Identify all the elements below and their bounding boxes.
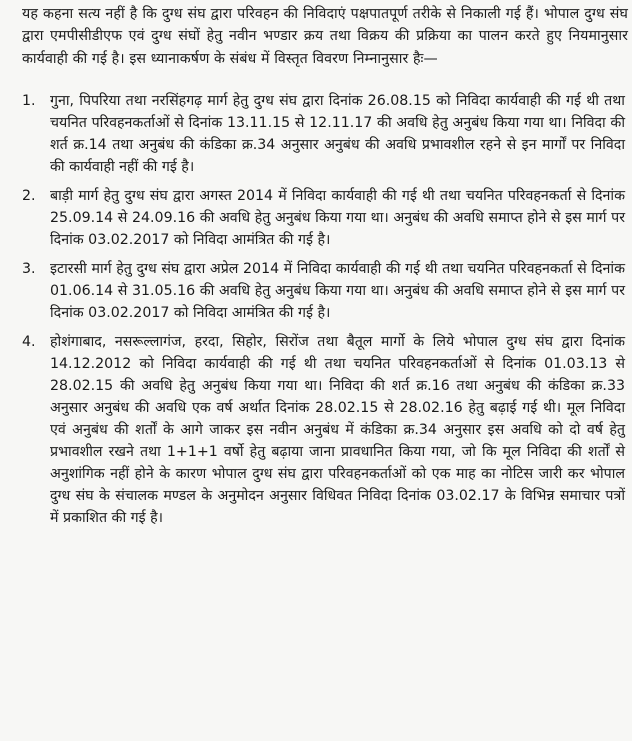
list-item [22, 185, 628, 251]
list-item-number: 1. [22, 92, 36, 109]
intro-paragraph: यह कहना सत्य नहीं है कि दुग्ध संघ द्वारा परिवहन की निविदाएं पक्षपातपूर्ण तरीके से निकाली गई हैं। भोपाल दुग्ध संघ द्वारा एमपीसीडीएफ एवं दुग्ध संघों हेतु नवीन भण्डार क्रय तथा विक्रय की प्रक्रिया का पालन करते हुए नियमानुसार कार्यवाही की गई है। इस ध्यानाकर्षण के संबंध में विस्तृत विवरण निम्नानुसार हैः— [22, 6, 628, 67]
list-item-number: 4. [22, 333, 36, 350]
list-item [22, 331, 628, 529]
numbered-list [22, 90, 628, 529]
list-item-text: होशंगाबाद, नसरूल्लागंज, हरदा, सिहोर, सिरोंज तथा बैतूल मार्गो के लिये भोपाल दुग्ध संघ द्वारा दिनांक 14.12.2012 को निविदा कार्यवाही की गई थी तथा चयनित परिवहनकर्ताओं से दिनांक 01.03.13 से 28.02.15 की अवधि हेतु अनुबंध किया गया था। निविदा की शर्त क्र.16 तथा अनुबंध की कंडिका क्र.33 अनुसार अनुबंध की अवधि एक वर्ष अर्थात दिनांक 28.02.15 से 28.02.16 हेतु बढ़ाई गई थी। मूल निविदा एवं अनुबंध की शर्तों के आगे जाकर इस नवीन अनुबंध में कंडिका क्र.34 अनुसार इस अवधि को दो वर्ष हेतु प्रभावशील रखने तथा 1+1+1 वर्षो हेतु बढ़ाया जाना प्रावधानित किया गया, जो कि मूल निविदा की शर्तों से अनुशांगिक नहीं होने के कारण भोपाल दुग्ध संघ द्वारा परिवहनकर्ताओं को एक माह का नोटिस जारी कर भोपाल दुग्ध संघ के संचालक मण्डल के अनुमोदन अनुसार विधिवत निविदा दिनांक 03.02.17 के विभिन्न समाचार पत्रों में प्रकाशित की गई है। [50, 333, 625, 526]
list-item-number: 3. [22, 260, 36, 277]
list-item-number: 2. [22, 187, 36, 204]
list-item-text: बाड़ी मार्ग हेतु दुग्ध संघ द्वारा अगस्त 2014 में निविदा कार्यवाही की गई थी तथा चयनित परिवहनकर्ता से दिनांक 25.09.14 से 24.09.16 की अवधि हेतु अनुबंध किया गया था। अनुबंध की अवधि समाप्त होने से इस मार्ग पर दिनांक 03.02.2017 को निविदा आमंत्रित की गई है। [50, 187, 625, 248]
list-item-text: इटारसी मार्ग हेतु दुग्ध संघ द्वारा अप्रेल 2014 में निविदा कार्यवाही की गई थी तथा चयनित परिवहनकर्ता से दिनांक 01.06.14 से 31.05.16 की अवधि हेतु अनुबंध किया गया था। अनुबंध की अवधि समाप्त होने से इस मार्ग पर दिनांक 03.02.2017 को निविदा आमंत्रित की गई है। [50, 260, 625, 321]
list-item [22, 90, 628, 178]
list-item-text: गुना, पिपरिया तथा नरसिंहगढ़ मार्ग हेतु दुग्ध संघ द्वारा दिनांक 26.08.15 को निविदा कार्यवाही की गई थी तथा चयनित परिवहनकर्ताओं से दिनांक 13.11.15 से 12.11.17 की अवधि हेतु अनुबंध किया गया था। निविदा की शर्त क्र.14 तथा अनुबंध की कंडिका क्र.34 अनुसार अनुबंध की अवधि प्रभावशील रहने से इन मार्गों पर निविदा की कार्यवाही नहीं की गई है। [50, 92, 625, 175]
list-item [22, 258, 628, 324]
